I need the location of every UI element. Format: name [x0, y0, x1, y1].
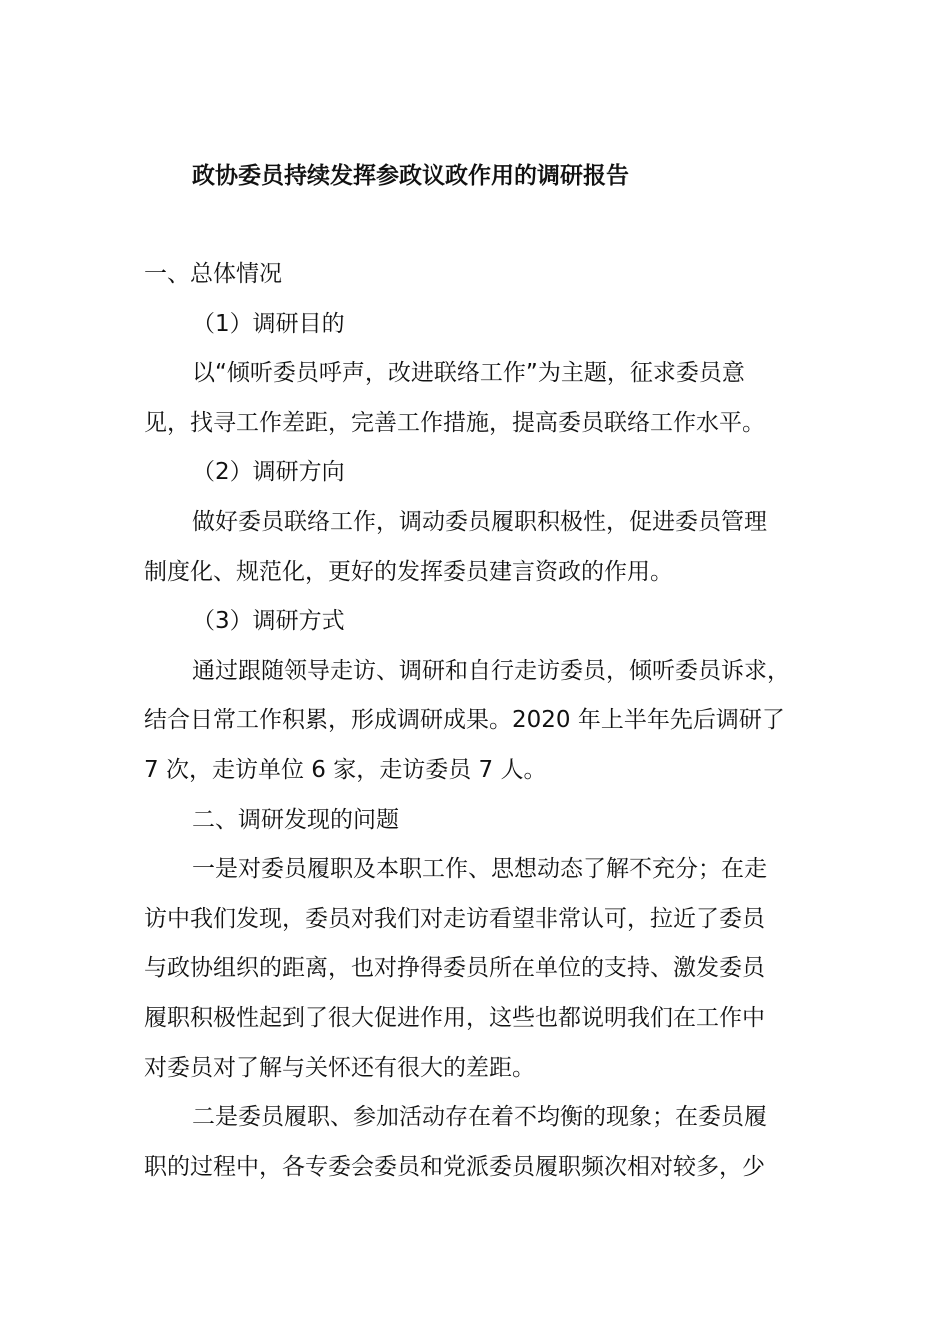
heading-problems: 二、调研发现的问题: [192, 806, 399, 833]
paragraph-line: 做好委员联络工作，调动委员履职积极性，促进委员管理: [192, 508, 767, 535]
paragraph-line: 二是委员履职、参加活动存在着不均衡的现象；在委员履: [192, 1104, 767, 1131]
subheading-direction: （2）调研方向: [192, 459, 345, 486]
subheading-purpose: （1）调研目的: [192, 310, 345, 337]
document-title: 政协委员持续发挥参政议政作用的调研报告: [192, 163, 629, 189]
paragraph-line: 一是对委员履职及本职工作、思想动态了解不充分；在走: [192, 856, 767, 883]
paragraph-line: 见，找寻工作差距，完善工作措施，提高委员联络工作水平。: [144, 409, 765, 436]
paragraph-line: 制度化、规范化，更好的发挥委员建言资政的作用。: [144, 558, 673, 585]
paragraph-line: 履职积极性起到了很大促进作用，这些也都说明我们在工作中: [144, 1004, 765, 1031]
heading-overview: 一、总体情况: [144, 261, 282, 287]
paragraph-line: 与政协组织的距离，也对挣得委员所在单位的支持、激发委员: [144, 955, 765, 982]
paragraph-line: 结合日常工作积累，形成调研成果。2020 年上半年先后调研了: [144, 707, 785, 734]
subheading-method: （3）调研方式: [192, 608, 345, 635]
document-body: [144, 250, 814, 1192]
paragraph-line: 职的过程中，各专委会委员和党派委员履职频次相对较多，少: [144, 1153, 765, 1180]
paragraph-line: 对委员对了解与关怀还有很大的差距。: [144, 1054, 535, 1081]
paragraph-line: 访中我们发现，委员对我们对走访看望非常认可，拉近了委员: [144, 905, 765, 932]
paragraph-line: 7 次，走访单位 6 家，走访委员 7 人。: [144, 756, 547, 783]
paragraph-line: 以“倾听委员呼声，改进联络工作”为主题，征求委员意: [192, 360, 745, 387]
paragraph-line: 通过跟随领导走访、调研和自行走访委员，倾听委员诉求，: [192, 657, 790, 684]
